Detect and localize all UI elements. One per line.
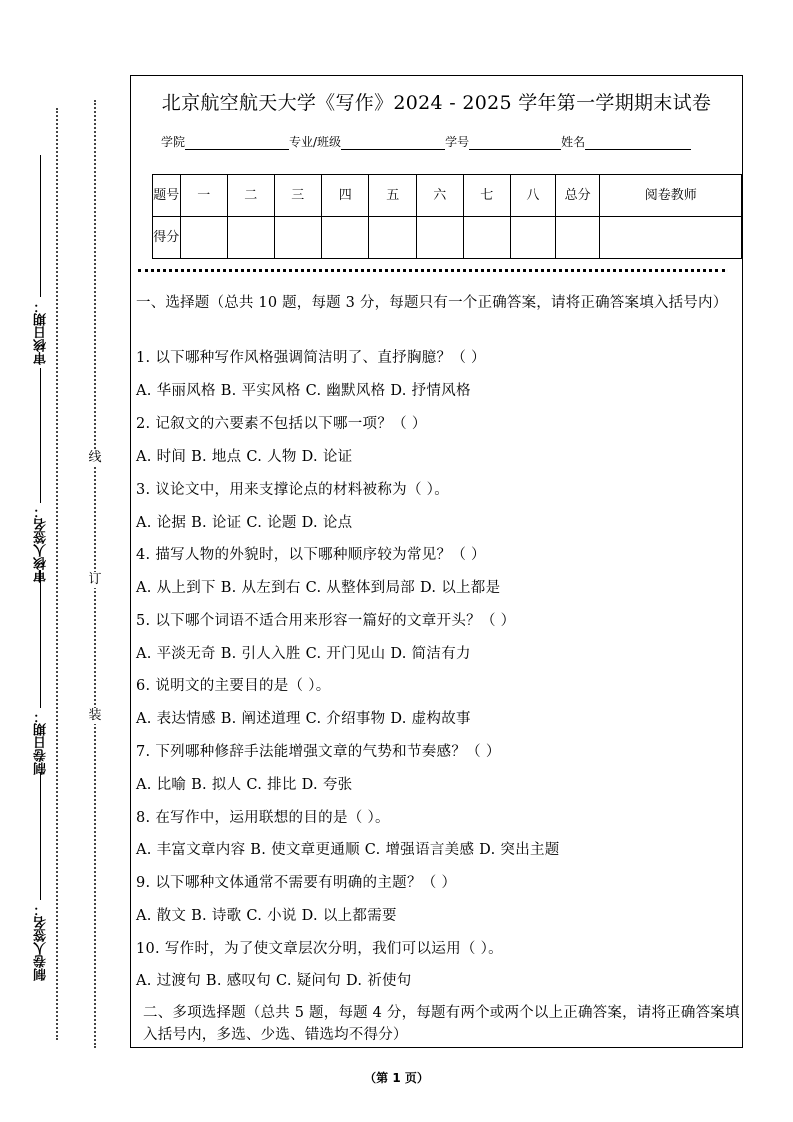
question-10-options: A. 过渡句 B. 感叹句 C. 疑问句 D. 祈使句 <box>136 973 412 989</box>
student-id-label: 学号 <box>445 135 470 149</box>
college-field[interactable] <box>185 135 289 150</box>
maker-sign-label: 制卷人签名： <box>34 903 49 981</box>
score-cell[interactable] <box>180 217 227 259</box>
question-1-options: A. 华丽风格 B. 平实风格 C. 幽默风格 D. 抒情风格 <box>136 383 471 399</box>
question-9-options: A. 散文 B. 诗歌 C. 小说 D. 以上都需要 <box>136 908 397 924</box>
score-cell[interactable] <box>463 217 510 259</box>
header-divider <box>138 269 725 272</box>
reviewer-date-line[interactable] <box>40 155 41 297</box>
score-cell[interactable] <box>322 217 369 259</box>
score-table <box>152 174 742 259</box>
reviewer-sign-label: 审核人签名： <box>34 505 49 583</box>
cut-bind-char: 订 <box>88 572 102 587</box>
cut-seal-char: 装 <box>88 708 102 723</box>
college-label: 学院 <box>161 135 186 149</box>
score-col-8: 八 <box>510 175 555 217</box>
name-field[interactable] <box>585 135 691 150</box>
question-6-options: A. 表达情感 B. 阐述道理 C. 介绍事物 D. 虚构故事 <box>136 711 471 727</box>
reviewer-date-label: 审核日期： <box>34 300 49 365</box>
question-2-options: A. 时间 B. 地点 C. 人物 D. 论证 <box>136 449 353 465</box>
question-6: 6. 说明文的主要目的是（ ）。 <box>136 678 331 694</box>
question-7: 7. 下列哪种修辞手法能增强文章的气势和节奏感？（ ） <box>136 744 501 760</box>
score-cell[interactable] <box>600 217 742 259</box>
question-8: 8. 在写作中，运用联想的目的是（ ）。 <box>136 810 390 826</box>
score-cell[interactable] <box>228 217 275 259</box>
question-9: 9. 以下哪种文体通常不需要有明确的主题？（ ） <box>136 875 457 891</box>
section2-heading: 二、多项选择题（总共 5 题，每题 4 分，每题有两个或两个以上正确答案，请将正确答案填入括号内，多选、少选、错选均不得分） <box>143 1005 740 1043</box>
question-3: 3. 议论文中，用来支撑论点的材料被称为（ ）。 <box>136 482 450 498</box>
score-cell[interactable] <box>369 217 416 259</box>
question-10: 10. 写作时，为了使文章层次分明，我们可以运用（ ）。 <box>136 941 503 957</box>
major-field[interactable] <box>341 135 445 150</box>
question-4-options: A. 从上到下 B. 从左到右 C. 从整体到局部 D. 以上都是 <box>136 580 501 596</box>
score-cell[interactable] <box>555 217 600 259</box>
score-col-3: 三 <box>274 175 321 217</box>
score-table-row2-label: 得分 <box>153 217 181 259</box>
question-3-options: A. 论据 B. 论证 C. 论题 D. 论点 <box>136 515 353 531</box>
question-4: 4. 描写人物的外貌时，以下哪种顺序较为常见？（ ） <box>136 547 486 563</box>
question-2: 2. 记叙文的六要素不包括以下哪一项？（ ） <box>136 416 427 432</box>
major-label: 专业/班级 <box>289 135 342 149</box>
maker-date-line[interactable] <box>40 570 41 708</box>
question-7-options: A. 比喻 B. 拟人 C. 排比 D. 夸张 <box>136 777 353 793</box>
maker-date-label: 制卷日期： <box>34 710 49 775</box>
page-number: （第 1 页） <box>364 1071 429 1085</box>
question-1: 1. 以下哪种写作风格强调简洁明了、直抒胸臆？（ ） <box>136 350 486 366</box>
score-col-5: 五 <box>369 175 416 217</box>
question-5: 5. 以下哪个词语不适合用来形容一篇好的文章开头？（ ） <box>136 613 516 629</box>
cut-line-char: 线 <box>88 450 102 465</box>
student-info-row <box>161 133 691 150</box>
score-col-7: 七 <box>463 175 510 217</box>
score-col-grader: 阅卷教师 <box>600 175 742 217</box>
score-cell[interactable] <box>510 217 555 259</box>
exam-frame <box>130 75 743 1048</box>
score-col-6: 六 <box>416 175 463 217</box>
score-cell[interactable] <box>416 217 463 259</box>
score-col-4: 四 <box>322 175 369 217</box>
margin-dotted-line-outer <box>56 108 58 1040</box>
score-cell[interactable] <box>274 217 321 259</box>
reviewer-sign-line[interactable] <box>40 368 41 503</box>
question-8-options: A. 丰富文章内容 B. 使文章更通顺 C. 增强语言美感 D. 突出主题 <box>136 842 560 858</box>
page-title: 北京航空航天大学《写作》2024 - 2025 学年第一学期期末试卷 <box>161 92 712 114</box>
score-col-2: 二 <box>228 175 275 217</box>
score-table-row1-label: 题号 <box>153 175 181 217</box>
score-col-total: 总分 <box>555 175 600 217</box>
student-id-field[interactable] <box>469 135 561 150</box>
section1-heading: 一、选择题（总共 10 题，每题 3 分，每题只有一个正确答案，请将正确答案填入括号内） <box>136 295 728 311</box>
maker-sign-line[interactable] <box>40 772 41 900</box>
question-5-options: A. 平淡无奇 B. 引人入胜 C. 开门见山 D. 简洁有力 <box>136 646 471 662</box>
name-label: 姓名 <box>561 135 586 149</box>
score-col-1: 一 <box>180 175 227 217</box>
